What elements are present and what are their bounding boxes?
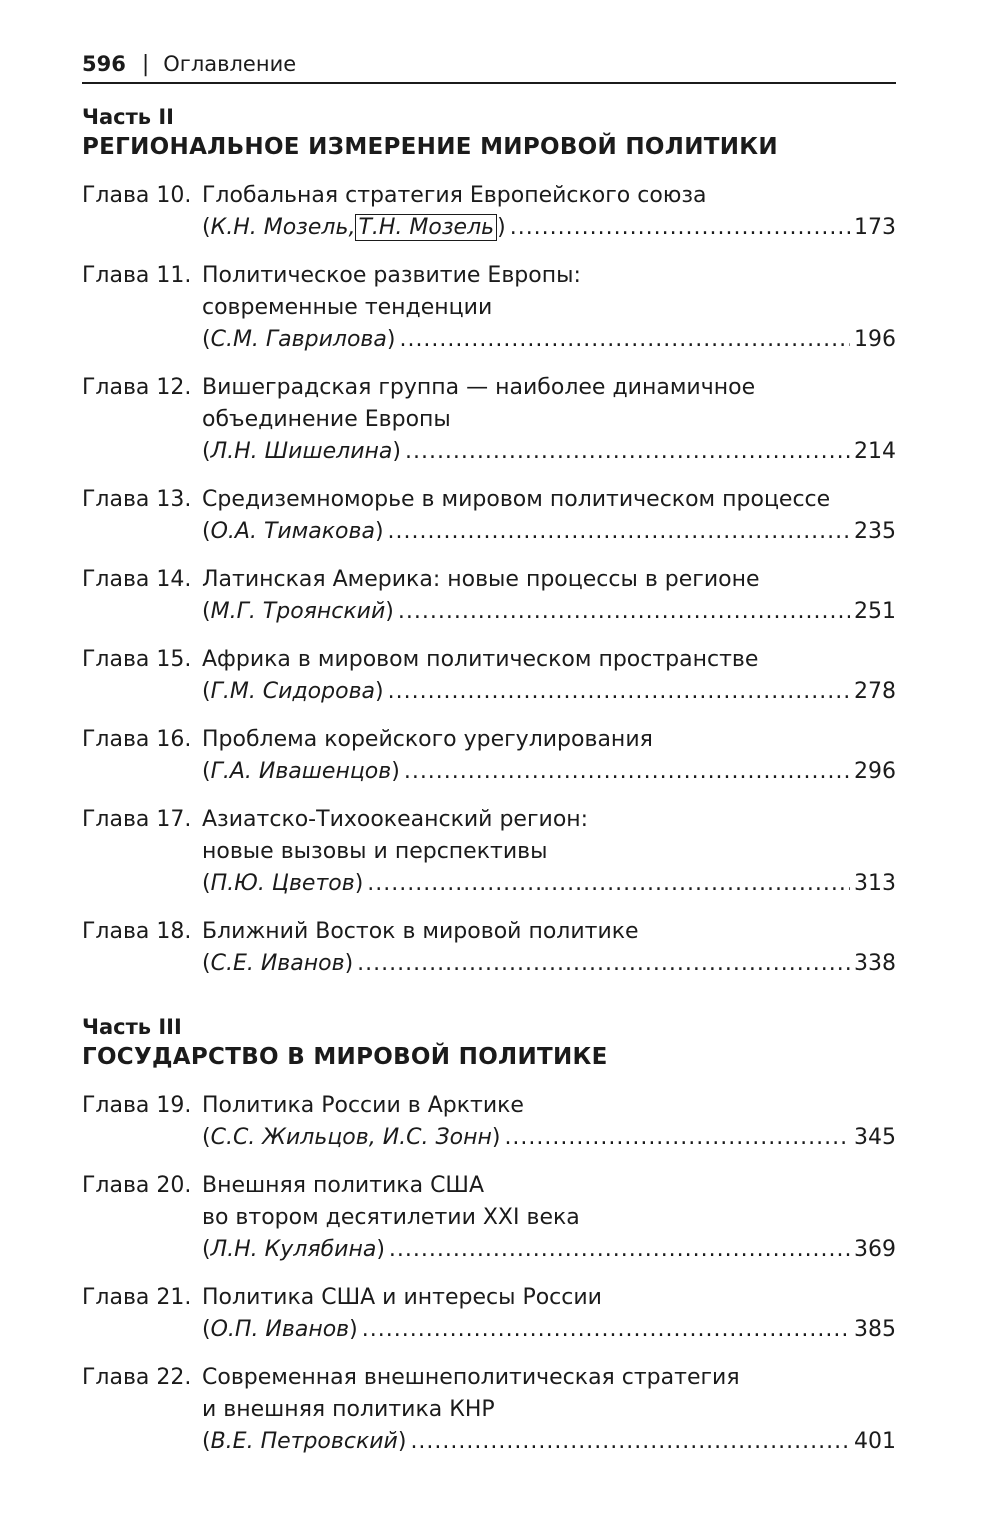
chapter-title-line: Политическое развитие Европы: (202, 263, 581, 288)
close-paren: ) (375, 679, 384, 704)
close-paren: ) (392, 439, 401, 464)
author-names: П.Ю. Цветов (210, 871, 355, 896)
authors-line (202, 436, 896, 468)
close-paren: ) (491, 1125, 501, 1150)
dot-leader (405, 436, 850, 468)
close-paren: ) (354, 871, 364, 896)
authors-line (202, 324, 896, 356)
close-paren: ) (497, 215, 506, 240)
author-names: О.А. Тимакова (210, 519, 375, 544)
open-paren: ( (202, 1125, 211, 1150)
open-paren: ( (202, 215, 211, 240)
part-3 (82, 1014, 896, 1458)
part-title: РЕГИОНАЛЬНОЕ ИЗМЕРЕНИЕ МИРОВОЙ ПОЛИТИКИ (82, 134, 778, 160)
open-paren: ( (202, 951, 211, 976)
toc-entry (82, 180, 896, 244)
page-ref: 278 (854, 679, 896, 704)
close-paren: ) (374, 519, 384, 544)
close-paren: ) (391, 759, 400, 784)
chapter-label: Глава 22. (82, 1365, 192, 1390)
close-paren: ) (386, 327, 396, 352)
author-names: М.Г. Троянский (210, 599, 386, 624)
dot-leader (367, 868, 850, 900)
authors-line (202, 596, 896, 628)
dot-leader (504, 1122, 850, 1154)
dot-leader (399, 324, 850, 356)
open-paren: ( (202, 1317, 211, 1342)
chapter-authors (202, 596, 394, 628)
toc-entry (82, 724, 896, 788)
author-names: Г.А. Ивашенцов (210, 759, 392, 784)
chapter-body (202, 804, 896, 900)
authors-line (202, 676, 896, 708)
dot-leader (362, 1314, 850, 1346)
page-ref: 173 (854, 215, 896, 240)
open-paren: ( (202, 759, 211, 784)
chapter-body (202, 644, 896, 708)
toc-entry (82, 372, 896, 468)
authors-line (202, 212, 896, 244)
page-ref: 296 (854, 759, 896, 784)
close-paren: ) (397, 1429, 407, 1454)
chapter-label: Глава 17. (82, 807, 192, 832)
authors-line (202, 948, 896, 980)
authors-line (202, 1122, 896, 1154)
chapter-title-line: современные тенденции (202, 295, 493, 320)
chapter-title-line: Политика США и интересы России (202, 1285, 602, 1310)
authors-line (202, 1426, 896, 1458)
chapter-authors (202, 1122, 500, 1154)
chapter-title-line: Проблема корейского урегулирования (202, 727, 653, 752)
dot-leader (410, 1426, 850, 1458)
chapter-authors (202, 324, 395, 356)
part-label: Часть III (82, 1015, 182, 1039)
close-paren: ) (349, 1317, 358, 1342)
open-paren: ( (202, 871, 211, 896)
chapter-title-line: Латинская Америка: новые процессы в регионе (202, 567, 760, 592)
chapter-authors (202, 516, 384, 548)
running-title: Оглавление (163, 52, 297, 76)
open-paren: ( (202, 1429, 211, 1454)
chapter-title-line: объединение Европы (202, 407, 451, 432)
chapter-label: Глава 13. (82, 487, 192, 512)
toc-entry (82, 1362, 896, 1458)
chapter-authors (202, 1234, 385, 1266)
chapter-title-line: новые вызовы и перспективы (202, 839, 548, 864)
author-names: О.П. Иванов (210, 1317, 350, 1342)
toc-entry (82, 916, 896, 980)
page-ref: 235 (854, 519, 896, 544)
chapter-title-line: Африка в мировом политическом пространстве (202, 647, 759, 672)
chapter-label: Глава 18. (82, 919, 192, 944)
toc-entry (82, 564, 896, 628)
chapter-authors (202, 212, 506, 244)
author-names: С.С. Жильцов, И.С. Зонн (210, 1125, 492, 1150)
page-ref: 338 (854, 951, 896, 976)
author-names: Г.М. Сидорова (210, 679, 376, 704)
chapter-body (202, 484, 896, 548)
dot-leader (398, 596, 850, 628)
chapter-title-line: Современная внешнеполитическая стратегия (202, 1365, 740, 1390)
chapter-title-line: Глобальная стратегия Европейского союза (202, 183, 707, 208)
chapter-body (202, 916, 896, 980)
open-paren: ( (202, 519, 211, 544)
chapter-title-line: во втором десятилетии XXI века (202, 1205, 580, 1230)
chapter-body (202, 564, 896, 628)
chapter-authors (202, 868, 363, 900)
close-paren: ) (344, 951, 354, 976)
dot-leader (510, 212, 850, 244)
chapter-body (202, 724, 896, 788)
page-ref: 385 (854, 1317, 896, 1342)
toc-page (82, 50, 896, 1474)
chapter-body (202, 372, 896, 468)
authors-line (202, 516, 896, 548)
header-separator: | (141, 51, 150, 77)
page-ref: 313 (854, 871, 896, 896)
chapter-label: Глава 21. (82, 1285, 192, 1310)
part-title: ГОСУДАРСТВО В МИРОВОЙ ПОЛИТИКЕ (82, 1044, 608, 1070)
toc-entry (82, 1090, 896, 1154)
authors-line (202, 1314, 896, 1346)
page-ref: 251 (854, 599, 896, 624)
open-paren: ( (202, 439, 211, 464)
open-paren: ( (202, 1237, 211, 1262)
chapter-label: Глава 10. (82, 183, 192, 208)
close-paren: ) (385, 599, 394, 624)
chapter-body (202, 1362, 896, 1458)
chapter-body (202, 180, 896, 244)
authors-line (202, 756, 896, 788)
chapter-label: Глава 16. (82, 727, 192, 752)
open-paren: ( (202, 599, 211, 624)
toc-entry (82, 260, 896, 356)
page-ref: 401 (854, 1429, 896, 1454)
author-names: Л.Н. Кулябина (210, 1237, 377, 1262)
page-ref: 369 (854, 1237, 896, 1262)
page-ref: 214 (854, 439, 896, 464)
chapter-list (82, 180, 896, 980)
chapter-title-line: Политика России в Арктике (202, 1093, 524, 1118)
author-name-boxed: Т.Н. Мозель (355, 214, 497, 241)
chapter-label: Глава 11. (82, 263, 192, 288)
dot-leader (389, 1234, 850, 1266)
chapter-title-line: Вишеградская группа — наиболее динамичное (202, 375, 756, 400)
chapter-body (202, 1090, 896, 1154)
chapter-authors (202, 1314, 358, 1346)
chapter-label: Глава 19. (82, 1093, 192, 1118)
toc-entry (82, 1282, 896, 1346)
chapter-title-line: Средиземноморье в мировом политическом процессе (202, 487, 831, 512)
chapter-title-line: Ближний Восток в мировой политике (202, 919, 639, 944)
dot-leader (357, 948, 850, 980)
dot-leader (404, 756, 850, 788)
page-header (82, 50, 896, 84)
page-ref: 196 (854, 327, 896, 352)
chapter-authors (202, 756, 400, 788)
chapter-body (202, 260, 896, 356)
part-label: Часть II (82, 105, 174, 129)
toc-entry (82, 484, 896, 548)
chapter-body (202, 1170, 896, 1266)
open-paren: ( (202, 679, 211, 704)
page-number: 596 (82, 52, 126, 76)
dot-leader (388, 516, 850, 548)
part-2 (82, 104, 896, 980)
author-names: К.Н. Мозель, (210, 215, 356, 240)
chapter-label: Глава 15. (82, 647, 192, 672)
chapter-title-line: Азиатско-Тихоокеанский регион: (202, 807, 589, 832)
authors-line (202, 1234, 896, 1266)
toc-entry (82, 1170, 896, 1266)
chapter-authors (202, 676, 384, 708)
author-names: В.Е. Петровский (210, 1429, 398, 1454)
dot-leader (388, 676, 850, 708)
chapter-label: Глава 20. (82, 1173, 192, 1198)
authors-line (202, 868, 896, 900)
author-names: С.М. Гаврилова (210, 327, 387, 352)
toc-entry (82, 644, 896, 708)
author-names: Л.Н. Шишелина (210, 439, 393, 464)
chapter-body (202, 1282, 896, 1346)
close-paren: ) (376, 1237, 385, 1262)
chapter-authors (202, 436, 401, 468)
chapter-title-line: Внешняя политика США (202, 1173, 485, 1198)
chapter-list (82, 1090, 896, 1458)
open-paren: ( (202, 327, 211, 352)
chapter-authors (202, 948, 353, 980)
toc-entry (82, 804, 896, 900)
chapter-label: Глава 12. (82, 375, 192, 400)
chapter-authors (202, 1426, 406, 1458)
page-ref: 345 (854, 1125, 896, 1150)
author-names: С.Е. Иванов (210, 951, 345, 976)
chapter-label: Глава 14. (82, 567, 192, 592)
chapter-title-line: и внешняя политика КНР (202, 1397, 495, 1422)
